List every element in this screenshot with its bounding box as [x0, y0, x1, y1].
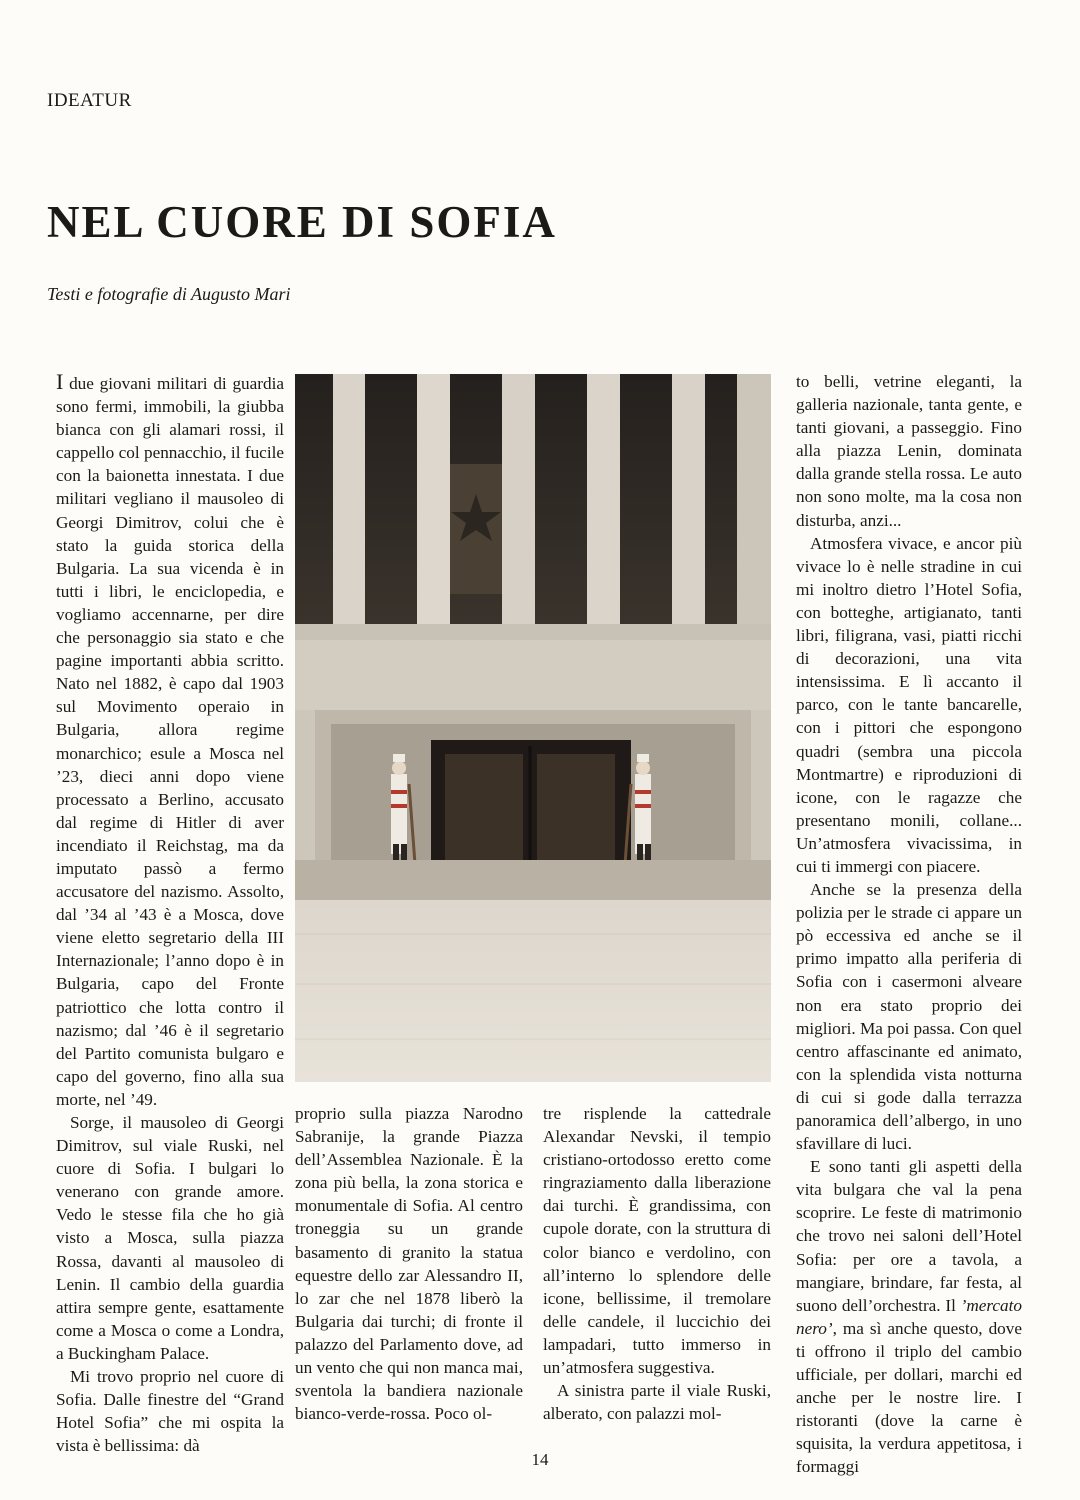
paragraph: I due giovani militari di guardia sono fermi, immobili, la giubba bianca con gli alamari rossi, il cappello col pennacchio, il fucile con la baionetta innestata. I due militari vegliano il mausoleo di Georgi Dimitrov, colui che è stato la guida storica della Bulgaria. La sua vicenda è in tutti i libri, le enciclopedia, e vogliamo accennarne, per dire che personaggio sia stato e che pagine importanti abbia scritto. Nato nel 1882, è capo dal 1903 sul Movimento operaio in Bulgaria, allora regime monarchico; esule a Mosca nel ’23, dieci anni dopo viene processato a Berlino, accusato dal regime di Hitler di aver incendiato il Reichstag, ma da imputato passò a fermo accusatore del nazismo. Assolto, dal ’34 al ’43 è a Mosca, dove viene eletto segretario della III Internazionale; l’anno dopo è in Bulgaria, capo del Fronte patriottico che lotta contro il nazismo; dal ’46 è il segretario del Partito comunista bulgaro e capo del governo, fino alla sua morte, nel ’49.: [56, 369, 284, 1109]
text-column-3: [543, 1102, 771, 1425]
paragraph: tre risplende la cattedrale Alexandar Nevski, il tempio cristiano-ortodosso eretto come ringraziamento dalla liberazione dai turchi. È grandissima, con cupole dorate, con la struttura di color bianco e verdolino, con all’interno lo splendore delle icone, bellissime, il tremolare delle candele, il luccichio dei lampadari, tutto immerso in un’atmosfera suggestiva.: [543, 1104, 771, 1378]
paragraph: Atmosfera vivace, e ancor più vivace lo è nelle stradine in cui mi inoltro dietro l’Hotel Sofia, con botteghe, artigianato, tanti libri, filigrana, vasi, piatti ricchi di decorazioni, una vita intensissima. E lì accanto il parco, con le tante bancarelle, con i pittori che espongono quadri (sembra una piccola Montmartre) e riproduzioni di icone, con le ragazze che presentano monili, collane... Un’atmosfera vivacissima, in cui ti immergi con piacere.: [796, 533, 1022, 876]
paragraph: proprio sulla piazza Narodno Sabranije, la grande Piazza dell’Assemblea Nazionale. È la zona più bella, la zona storica e monumentale di Sofia. Al centro troneggia su un grande basamento di granito la statua equestre dello zar Alessandro II, lo zar che nel 1878 liberò la Bulgaria dai turchi; di fronte il palazzo del Parlamento dove, ad un vento che qui non manca mai, sventola la bandiera nazionale bianco-verde-rossa. Poco ol-: [295, 1104, 523, 1424]
text-run: E sono tanti gli aspetti della vita bulgara che val la pena scoprire. Le feste di matrimonio che trovo nei saloni dell’Hotel Sofia: per ore a tavola, a mangiare, brindare, far festa, al suono dell’orchestra. Il: [796, 1157, 1022, 1315]
text-column-4: [796, 370, 1022, 1479]
page-number: 14: [531, 1450, 549, 1469]
text-run: , ma sì anche questo, dove ti offrono il triplo del cambio ufficiale, per dollari, marchi ed anche per le nostre lire. I ristoranti (dove la carne è squisita, la verdura appetitosa, i formaggi: [796, 1318, 1022, 1477]
paragraph: to belli, vetrine eleganti, la galleria nazionale, tanta gente, e tanti giovani, a passeggio. Fino alla piazza Lenin, dominata dalla grande stella rossa. Le auto non sono molte, ma la cosa non disturba, anzi...: [796, 372, 1022, 530]
paragraph: Anche se la presenza della polizia per le strade ci appare un pò eccessiva ed anche se il primo impatto alla periferia di Sofia con i casermoni alveare non era stato proprio dei migliori. Ma poi passa. Con quel centro affascinante ed animato, con la splendida vista notturna di cui si gode dalla terrazza panoramica dell’albergo, in uno sfavillare di luci.: [796, 880, 1022, 1154]
text-column-2: [295, 1102, 523, 1425]
paragraph: [796, 1155, 1022, 1478]
paragraph: Sorge, il mausoleo di Georgi Dimitrov, sul viale Ruski, nel cuore di Sofia. I bulgari lo venerano con grande amore. Vedo le stesse fila che ho già visto a Mosca, sulla piazza Rossa, davanti al mausoleo di Lenin. Il cambio della guardia attira sempre gente, esattamente come a Mosca o come a Londra, a Buckingham Palace.: [56, 1113, 284, 1363]
section-label: IDEATUR: [47, 90, 132, 111]
italic-term: ’mercato nero’: [796, 1295, 1022, 1338]
mausoleum-photo: [295, 374, 771, 1082]
text-column-1: [56, 370, 284, 1457]
article-title: NEL CUORE DI SOFIA: [47, 197, 557, 247]
article-byline: Testi e fotografie di Augusto Mari: [47, 284, 291, 304]
paragraph: A sinistra parte il viale Ruski, alberato, con palazzi mol-: [543, 1381, 771, 1424]
paragraph: Mi trovo proprio nel cuore di Sofia. Dalle finestre del “Grand Hotel Sofia” che mi ospita la vista è bellissima: dà: [56, 1367, 284, 1456]
